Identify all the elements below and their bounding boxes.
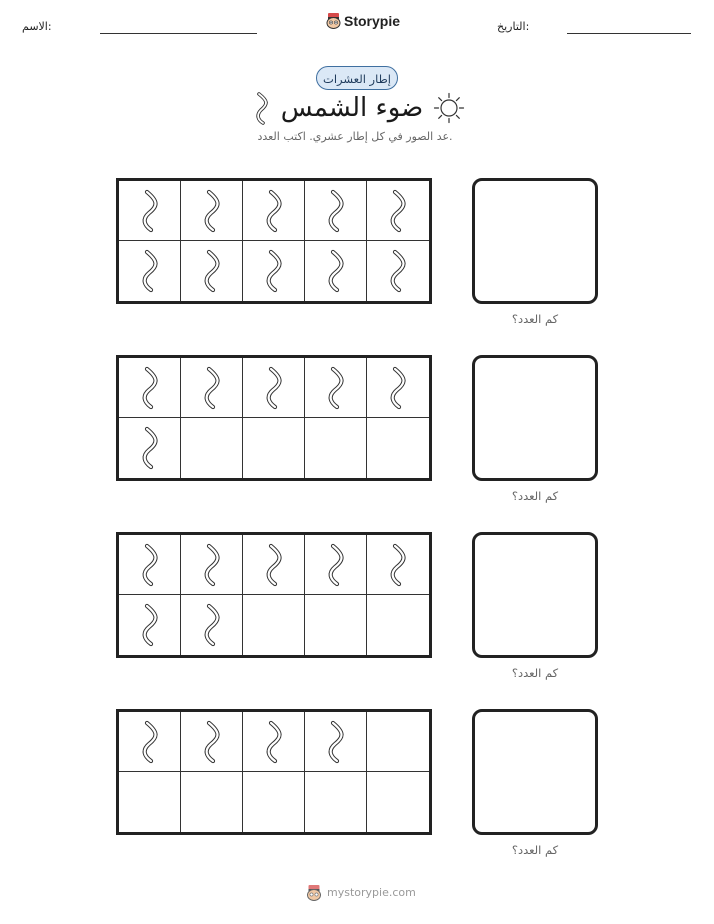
date-label: التاريخ: xyxy=(497,20,530,33)
squiggle-icon xyxy=(387,247,409,295)
squiggle-icon xyxy=(387,187,409,235)
ten-frame-cell xyxy=(243,418,305,478)
ten-frame-cell xyxy=(305,772,367,832)
ten-frame-cell xyxy=(181,358,243,418)
question-label: كم العدد؟ xyxy=(511,489,559,503)
ten-frame xyxy=(116,178,432,304)
ten-frame-cell xyxy=(305,418,367,478)
ten-frame-cell xyxy=(119,241,181,301)
ten-frame-cell xyxy=(181,181,243,241)
answer-box[interactable] xyxy=(472,532,598,658)
ten-frame-cell xyxy=(367,772,429,832)
ten-frame-cell xyxy=(305,358,367,418)
name-label: الاسم: xyxy=(22,20,52,33)
ten-frame xyxy=(116,709,432,835)
squiggle-icon xyxy=(139,247,161,295)
ten-frame-cell xyxy=(243,358,305,418)
brand-name: Storypie xyxy=(344,12,401,29)
squiggle-icon xyxy=(201,247,223,295)
ten-frame-cell xyxy=(181,535,243,595)
ten-frame-cell xyxy=(243,772,305,832)
footer xyxy=(306,884,416,901)
ten-frame-cell xyxy=(367,712,429,772)
answer-box[interactable] xyxy=(472,355,598,481)
footer-url: mystorypie.com xyxy=(327,886,416,899)
ten-frame xyxy=(116,532,432,658)
ten-frame-cell xyxy=(243,712,305,772)
ten-frame-cell xyxy=(119,418,181,478)
squiggle-icon xyxy=(325,718,347,766)
ten-frame-cell xyxy=(305,535,367,595)
ten-frame-cell xyxy=(367,358,429,418)
ten-frame-cell xyxy=(367,181,429,241)
squiggle-icon xyxy=(325,247,347,295)
instructions: عد الصور في كل إطار عشري. اكتب العدد. xyxy=(257,130,453,143)
squiggle-icon xyxy=(139,187,161,235)
squiggle-icon xyxy=(201,364,223,412)
ten-frame-cell xyxy=(305,181,367,241)
ten-frame-cell xyxy=(119,535,181,595)
ten-frame-cell xyxy=(243,181,305,241)
squiggle-icon xyxy=(387,364,409,412)
ten-frame xyxy=(116,355,432,481)
ten-frame-cell xyxy=(119,712,181,772)
squiggle-icon xyxy=(325,541,347,589)
sun-icon xyxy=(433,92,465,124)
ten-frame-cell xyxy=(119,181,181,241)
title-row xyxy=(250,88,470,128)
squiggle-icon xyxy=(263,247,285,295)
squiggle-icon xyxy=(139,424,161,472)
ten-frame-cell xyxy=(367,535,429,595)
squiggle-icon xyxy=(139,718,161,766)
squiggle-icon xyxy=(255,91,271,125)
squiggle-icon xyxy=(201,601,223,649)
storypie-mascot-icon xyxy=(326,12,341,29)
ten-frame-cell xyxy=(119,358,181,418)
storypie-mascot-icon xyxy=(306,884,322,901)
ten-frame-cell xyxy=(181,712,243,772)
name-line xyxy=(100,33,257,34)
ten-frame-cell xyxy=(243,595,305,655)
squiggle-icon xyxy=(201,187,223,235)
question-label: كم العدد؟ xyxy=(511,843,559,857)
squiggle-icon xyxy=(201,541,223,589)
squiggle-icon xyxy=(201,718,223,766)
squiggle-icon xyxy=(325,187,347,235)
ten-frame-cell xyxy=(181,241,243,301)
ten-frame-cell xyxy=(367,418,429,478)
question-label: كم العدد؟ xyxy=(511,666,559,680)
page-title: ضوء الشمس xyxy=(280,93,424,123)
ten-frame-cell xyxy=(243,241,305,301)
squiggle-icon xyxy=(325,364,347,412)
squiggle-icon xyxy=(139,541,161,589)
squiggle-icon xyxy=(139,364,161,412)
answer-box[interactable] xyxy=(472,709,598,835)
ten-frame-cell xyxy=(305,595,367,655)
date-line xyxy=(567,33,691,34)
ten-frame-cell xyxy=(305,712,367,772)
ten-frame-cell xyxy=(181,418,243,478)
answer-box[interactable] xyxy=(472,178,598,304)
ten-frame-cell xyxy=(305,241,367,301)
squiggle-icon xyxy=(139,601,161,649)
question-label: كم العدد؟ xyxy=(511,312,559,326)
squiggle-icon xyxy=(387,541,409,589)
squiggle-icon xyxy=(263,718,285,766)
ten-frame-cell xyxy=(181,595,243,655)
ten-frame-cell xyxy=(243,535,305,595)
squiggle-icon xyxy=(263,187,285,235)
ten-frame-cell xyxy=(119,595,181,655)
squiggle-icon xyxy=(263,541,285,589)
ten-frame-cell xyxy=(367,241,429,301)
ten-frame-cell xyxy=(367,595,429,655)
ten-frame-cell xyxy=(119,772,181,832)
squiggle-icon xyxy=(263,364,285,412)
brand-logo xyxy=(326,12,400,29)
topic-badge: إطار العشرات xyxy=(316,66,398,90)
ten-frame-cell xyxy=(181,772,243,832)
